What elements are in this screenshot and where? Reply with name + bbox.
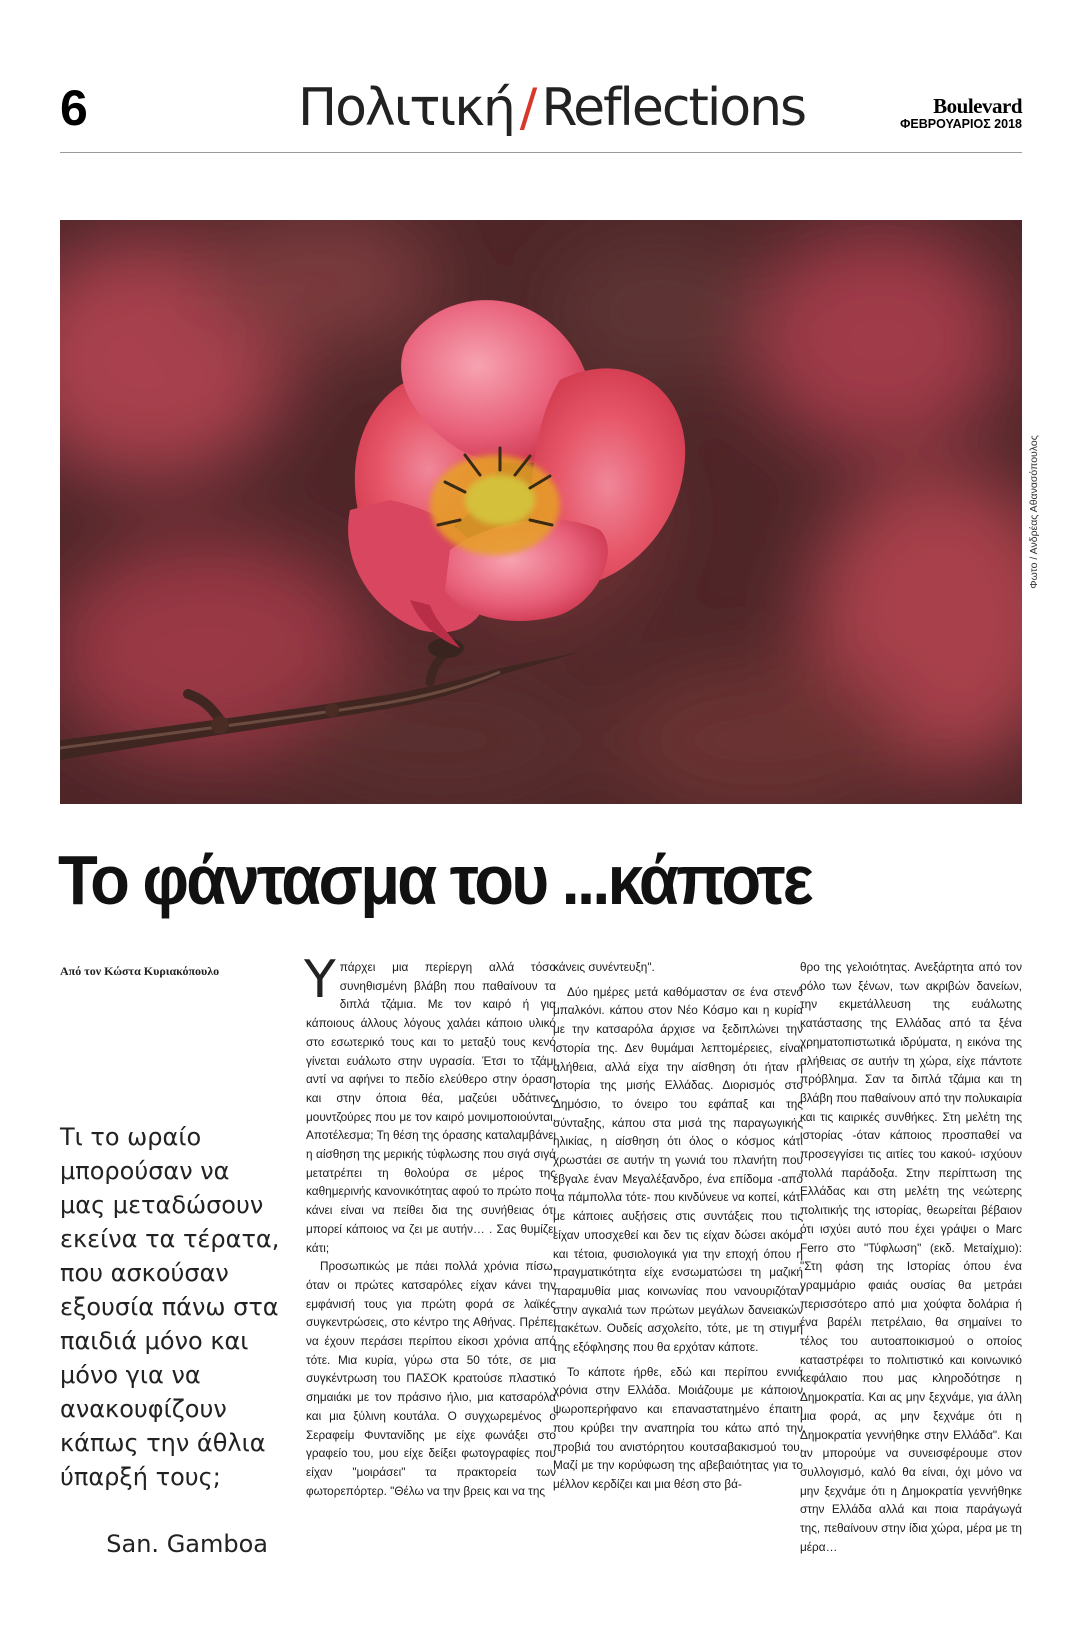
article-column-3 bbox=[800, 958, 1022, 1557]
article-headline: Το φάντασμα του ...κάποτε bbox=[58, 841, 811, 919]
page-header bbox=[60, 78, 1022, 152]
section-label-en: Reflections bbox=[541, 78, 806, 138]
paragraph: θρο της γελοιότητας. Ανεξάρτητα από τον ρόλο των ξένων, των ακριβών δανείων, την εκμετάλλευση της ευάλωτης κατάστασης της Ελλάδας από τα ξένα χρηματοπιστωτικά ιδρύματα, η εικόνα της αλήθειας σε αυτήν τη χώρα, είχε πάντοτε πρόβλημα. Σαν τα διπλά τζάμια και τη βλάβη που παθαίνουν από την πολυκαιρία και τις καιρικές συνθήκες. Στη μελέτη της ιστορίας -όταν κάποιος προσπαθεί να προσεγγίσει τις αιτίες του κακού- ισχύουν πολλά παράδοξα. Στην περίπτωση της Ελλάδας και στη μελέτη της νεώτερης πολιτικής της ιστορίας, θεωρείται βέβαιον ότι ισχύει αυτό που έχει γράψει ο Marc Ferro στο "Τύφλωση" (εκδ. Μεταίχμιο): "Στη φάση της Ιστορίας όπου ένα γραμμάριο φαιάς ουσίας θα μετράει περισσότερο από μια χούφτα δολάρια ή ένα βαρέλι πετρέλαιο, θα σημαίνει το τέλος του αυτοαποικισμού ο οποίος καταστρέφει το πολιτιστικό και κοινωνικό κεφάλαιο που μας κληροδότησε η Δημοκρατία. Και ας μην ξεχνάμε, για άλλη μια φορά, ας μην ξεχνάμε ότι η Δημοκρατία γεννήθηκε στην Ελλάδα". Και αν μπορούμε να συνεισφέρουμε στον συλλογισμό, καλό θα είναι, όχι μόνο να μην ξεχνάμε ότι η Δημοκρατία γεννήθηκε στην Ελλάδα αλλά και ποια παράγωγά της, πεθαίνουν στην ίδια χώρα, μέρα με τη μέρα… bbox=[800, 960, 1023, 1554]
section-label: Πολιτική bbox=[298, 78, 514, 138]
feature-photo bbox=[60, 220, 1022, 804]
paragraph: κάνεις συνέντευξη". bbox=[553, 960, 655, 974]
publication-block bbox=[900, 96, 1022, 132]
byline: Από τον Κώστα Κυριακόπουλο bbox=[60, 964, 220, 978]
header-rule bbox=[60, 152, 1022, 153]
paragraph: Δύο ημέρες μετά καθόμασταν σε ένα στενό μπαλκόνι. κάπου στον Νέο Κόσμο και η κυρία με την κατσαρόλα άρχισε να ξεδιπλώνει την ιστορία της. Δεν θυμάμαι λεπτομέρειες, είναι αλήθεια, αλλά είχα την αίσθηση ότι ήταν η ιστορία της μισής Ελλάδας. Διορισμός στο Δημόσιο, το όνειρο του εφάπαξ και της σύνταξης, κάπου στα μισά της παραγωγικής ηλικίας, η αίσθηση ότι όλος ο κόσμος κάτι χρωστάει σε αυτήν τη γωνιά του πλανήτη που έβγαλε έναν Μεγαλέξανδρο, ένα επίδομα -από τα πάμπολλα τότε- που κινδύνευε να κοπεί, κάτι με κάποιες αυξήσεις στις συντάξεις που τις είχαν υποσχεθεί και δεν τις είχαν δώσει ακόμα και τέτοια, φυσιολογικά για την εποχή όπου η πραγματικότητα είχε ενσωματώσει τη μαζική παραμυθία μιας κοινωνίας που νανουριζόταν στην αγκαλιά των πρώτων μεγάλων δανειακών πακέτων. Ουδείς ασχολείτο, τότε, με τη στιγμή της εξόφλησης που θα ερχόταν κάποτε. bbox=[553, 984, 803, 1355]
paragraph: Προσωπικώς με πάει πολλά χρόνια πίσω, όταν οι πρώτες κατσαρόλες είχαν κάνει την εμφάνισή τους για πρώτη φορά σε λαϊκές συγκεντρώσεις, στο κέντρο της Αθήνας. Πρέπει να έχουν περάσει περίπου είκοσι χρόνια από τότε. Μια κυρία, γύρω στα 50 τότε, σε μια συγκέντρωση του ΠΑΣΟΚ κρατούσε πλαστικό σημαιάκι με τον πράσινο ήλιο, μια κατσαρόλα και μια ξύλινη κουτάλα. Ο συγχωρεμένος ο Σεραφείμ Φυντανίδης με είχε φωνάξει στο γραφείο του, μου είχε δείξει φωτογραφίες που είχαν "μοιράσει" τα πρακτορεία των φωτορεπόρτερ. "Θέλω να την βρεις και να της bbox=[306, 1259, 556, 1498]
section-title bbox=[298, 78, 805, 138]
drop-cap: Υ bbox=[304, 950, 336, 1010]
pull-quote: Τι το ωραίο μπορούσαν να μας μεταδώσουν εκείνα τα τέρατα, που ασκούσαν εξουσία πάνω στα παιδιά μόνο και μόνο για να ανακουφίζουν κάπως την άθλια ύπαρξή τους; bbox=[60, 1123, 280, 1491]
article-column-1 bbox=[304, 950, 557, 1500]
publication-name: Boulevard bbox=[933, 94, 1022, 118]
photo-credit: Φωτο / Ανδρέας Αθανασόπουλος bbox=[1028, 435, 1040, 589]
section-separator: / bbox=[519, 78, 536, 138]
paragraph: Το κάποτε ήρθε, εδώ και περίπου εννιά χρόνια στην Ελλάδα. Μοιάζουμε με κάποιον ψωροπερήφανο και επαναστατημένο έπαιτη που κρύβει την αναπηρία του κάτω από την προβιά του ανιστόρητου κουτσαβακισμού του. Μαζί με την κορύφωση της αβεβαιότητας για το μέλλον κερδίζει και μια θέση στο βά- bbox=[553, 1364, 803, 1491]
blossom-illustration bbox=[60, 220, 1022, 804]
page-number: 6 bbox=[60, 80, 88, 136]
article-column-2 bbox=[553, 958, 803, 1494]
paragraph: πάρχει μια περίεργη αλλά τόσο συνηθισμένη βλάβη που παθαίνουν τα διπλά τζάμια. Με τον καιρό ή για κάποιους άλλους λόγους χαλάει κάποιο υλικό στο εσωτερικό τους και το μεταξύ τους κενό γίνεται ευάλωτο στην υγρασία. Έτσι το τζάμι αντί να αφήνει το πεδίο ελεύθερο στην όραση και στην όποια θέα, μαζεύει υδάτινες μουντζούρες που με τον καιρό μονιμοποιούνται. Αποτέλεσμα; Τη θέση της όρασης καταλαμβάνει η αίσθηση της μερικής τύφλωσης που σιγά σιγά μετατρέπει τη θολούρα σε μέρος της καθημερινής κανονικότητας αφού το πρώτο που κάνει είναι να πείθει δια της συνήθειας ότι μπορεί κάποιος να ζει με αυτήν… . Σας θυμίζει κάτι; bbox=[306, 960, 557, 1255]
issue-date: ΦΕΒΡΟΥΑΡΙΟΣ 2018 bbox=[900, 117, 1022, 131]
stamens bbox=[430, 455, 560, 555]
pull-quote-author: San. Gamboa bbox=[106, 1530, 268, 1558]
